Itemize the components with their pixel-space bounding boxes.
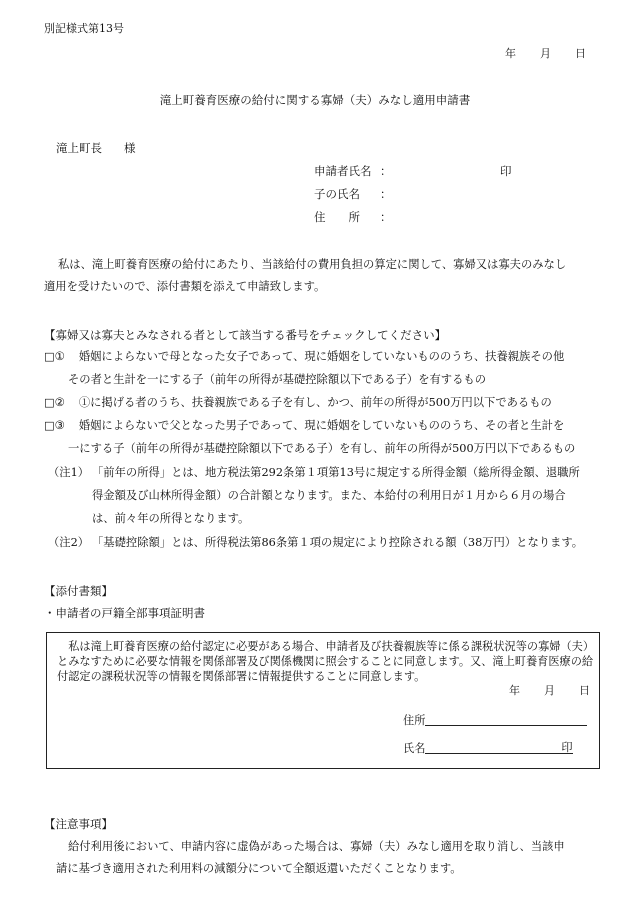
checkbox-1[interactable]: □①	[44, 350, 65, 363]
checklist-heading: 【寡婦又は寡夫とみなされる者として該当する番号をチェックしてください】	[44, 328, 447, 342]
checklist-item-2[interactable]	[44, 397, 552, 408]
applicant-name-field[interactable]	[314, 166, 392, 189]
intro-line-2: 適用を受けたいので、添付書類を添えて申請致します。	[44, 280, 326, 293]
checklist-item-3[interactable]	[44, 420, 564, 431]
note-2-label: （注2）	[48, 536, 90, 549]
field-colon: ：	[380, 164, 392, 178]
applicant-fields	[314, 166, 392, 235]
consent-name-row[interactable]	[403, 741, 573, 754]
item-1-text-cont: その者と生計を一にする子（前年の所得が基礎控除額以下である子）を有するもの	[68, 373, 486, 386]
caution-heading: 【注意事項】	[44, 817, 113, 831]
note-2-line-1: 「基礎控除額」とは、所得税法第86条第１項の規定により控除される額（38万円）となります。	[92, 536, 584, 549]
note-1-line-2: 得金額及び山林所得金額）の合計額となります。また、本給付の利用日が１月から６月の場合	[92, 489, 566, 502]
consent-name-label: 氏名	[403, 741, 426, 755]
addressee-honorific: 様	[124, 141, 136, 155]
date-year: 年	[505, 47, 516, 60]
consent-box	[46, 632, 600, 769]
field-colon: ：	[380, 210, 392, 224]
field-label: 申請者氏名	[314, 164, 372, 178]
note-1-line-1: 「前年の所得」とは、地方税法第292条第１項第13号に規定する所得金額（総所得金額、退職所	[92, 466, 580, 479]
item-3-text-cont: 一にする子（前年の所得が基礎控除額以下である子）を有し、前年の所得が500万円以下であるもの	[68, 442, 576, 455]
addressee	[56, 143, 136, 155]
field-label: 子の氏名	[314, 187, 360, 201]
application-date	[505, 48, 586, 59]
field-label: 住 所	[314, 210, 360, 224]
item-3-text: 婚姻によらないで父となった男子であって、現に婚姻をしていないもののうち、その者と生計を	[78, 419, 565, 432]
attachments-heading: 【添付書類】	[44, 584, 113, 598]
field-colon: ：	[380, 187, 392, 201]
date-month: 月	[540, 47, 551, 60]
checkbox-2[interactable]: □②	[44, 396, 65, 409]
form-number: 別記様式第13号	[44, 22, 124, 35]
intro-line-1: 私は、滝上町養育医療の給付にあたり、当該給付の費用負担の算定に関して、寡婦又は寡夫のみなし	[58, 258, 567, 271]
addressee-name: 滝上町長	[56, 141, 102, 155]
consent-date-month: 月	[544, 684, 555, 697]
consent-seal-mark: 印	[561, 740, 573, 754]
caution-line-1: 給付利用後において、申請内容に虚偽があった場合は、寡婦（夫）みなし適用を取り消し、当該申	[68, 840, 565, 853]
consent-date	[509, 685, 590, 696]
attachment-item: ・申請者の戸籍全部事項証明書	[44, 606, 205, 620]
item-2-text: ①に掲げる者のうち、扶養親族である子を有し、かつ、前年の所得が500万円以下であるもの	[78, 396, 552, 409]
applicant-seal-mark: 印	[500, 164, 512, 178]
consent-name-line[interactable]	[425, 741, 561, 754]
note-1-label: （注1）	[48, 466, 90, 479]
consent-address-label: 住所	[403, 713, 426, 727]
consent-text: 私は滝上町養育医療の給付認定に必要がある場合、申請者及び扶養親族等に係る課税状況等の寡婦（夫）とみなすために必要な情報を関係部署及び関係機関に照会することに同意します。又、滝上町養育医療の給付認定の課税状況等の情報を関係部署に情報提供することに同意します。	[57, 640, 595, 683]
address-field[interactable]	[314, 212, 392, 235]
consent-address-line[interactable]	[425, 713, 587, 726]
caution-line-2: 請に基づき適用された利用料の減額分について全額返還いただくことなります。	[56, 862, 462, 875]
consent-date-day: 日	[579, 684, 590, 697]
date-day: 日	[575, 47, 586, 60]
child-name-field[interactable]	[314, 189, 392, 212]
note-1-line-3: は、前々年の所得となります。	[92, 512, 250, 525]
checklist-item-1[interactable]	[44, 351, 564, 362]
consent-address-row[interactable]	[403, 713, 587, 726]
item-1-text: 婚姻によらないで母となった女子であって、現に婚姻をしていないもののうち、扶養親族その他	[78, 350, 565, 363]
consent-date-year: 年	[509, 684, 520, 697]
checkbox-3[interactable]: □③	[44, 419, 65, 432]
document-title: 滝上町養育医療の給付に関する寡婦（夫）みなし適用申請書	[159, 93, 471, 107]
